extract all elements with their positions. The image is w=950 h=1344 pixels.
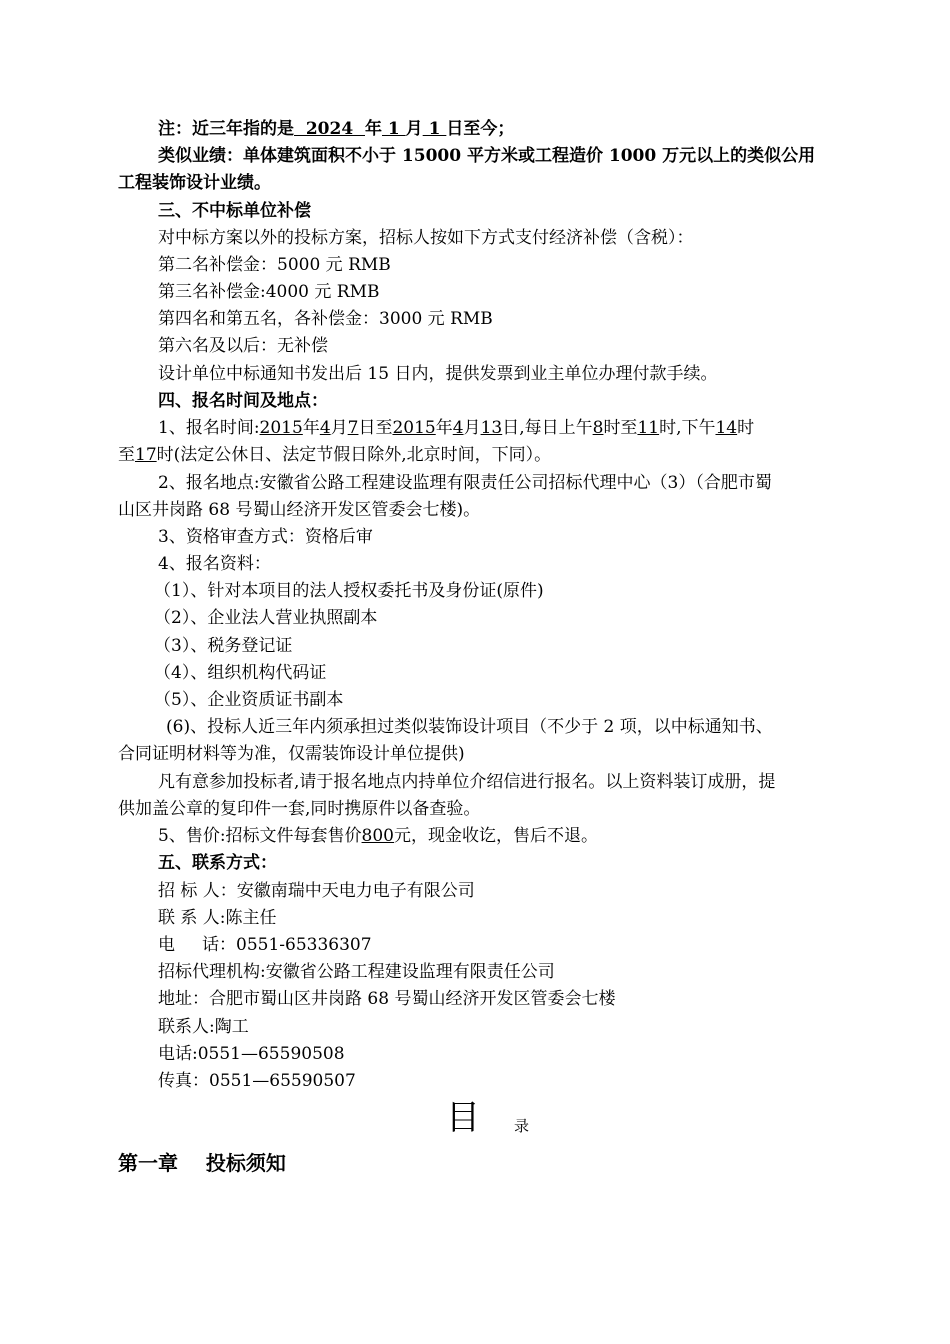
section5-heading: 五、联系方式： [158, 853, 277, 873]
invoice-note: 设计单位中标通知书发出后 15 日内，提供发票到业主单位办理付款手续。 [158, 364, 718, 384]
agency: 招标代理机构:安徽省公路工程建设监理有限责任公司 [158, 962, 555, 982]
note-month: 1 [382, 119, 406, 139]
time-text: 至 [118, 445, 135, 465]
time-day-start: 7 [347, 418, 359, 438]
agency-fax: 传真：0551—65590507 [158, 1071, 356, 1091]
note-month-unit: 月 [405, 119, 423, 139]
material-item: （2）、企业法人营业执照副本 [154, 608, 378, 628]
note-year: 2024 [294, 119, 365, 139]
compensation-second: 第二名补偿金：5000 元 RMB [158, 255, 391, 275]
material-item: （1）、针对本项目的法人授权委托书及身份证(原件) [154, 581, 544, 601]
price-prefix: 5、售价:招标文件每套售价 [158, 826, 362, 846]
time-text: 时 [737, 418, 755, 438]
time-text: 日,每日上午 [502, 418, 593, 438]
materials-title: 4、报名资料： [158, 554, 271, 574]
registration-place-line-2: 山区井岗路 68 号蜀山经济开发区管委会七楼)。 [118, 500, 481, 520]
contact-person: 联 系 人:陈主任 [158, 908, 277, 928]
tenderer: 招 标 人：安徽南瑞中天电力电子有限公司 [158, 881, 475, 901]
toc-title-big: 目 [446, 1098, 480, 1138]
compensation-third: 第三名补偿金:4000 元 RMB [158, 282, 380, 302]
note-prefix: 注：近三年指的是 [158, 119, 294, 139]
note-suffix: 日至今； [446, 119, 515, 139]
price-line [158, 823, 898, 850]
time-text: 月 [463, 418, 481, 438]
agency-contact: 联系人:陶工 [158, 1017, 249, 1037]
time-year-end: 2015 [392, 418, 436, 438]
registration-place-line-1: 2、报名地点:安徽省公路工程建设监理有限责任公司招标代理中心（3）（合肥市蜀 [158, 473, 772, 493]
section3-heading: 三、不中标单位补偿 [158, 201, 311, 221]
note-year-unit: 年 [365, 119, 382, 139]
price-suffix: 元，现金收讫，售后不退。 [394, 826, 598, 846]
time-text: 年 [302, 418, 320, 438]
notice-line-2: 供加盖公章的复印件一套,同时携原件以备查验。 [118, 799, 481, 819]
time-text: 月 [330, 418, 348, 438]
compensation-fourth-fifth: 第四名和第五名，各补偿金：3000 元 RMB [158, 309, 493, 329]
notice-line-1: 凡有意参加投标者,请于报名地点内持单位介绍信进行报名。以上资料装订成册，提 [158, 772, 776, 792]
agency-phone: 电话:0551—65590508 [158, 1044, 345, 1064]
compensation-sixth: 第六名及以后：无补偿 [158, 336, 328, 356]
qualification-review: 3、资格审查方式：资格后审 [158, 527, 373, 547]
note-day: 1 [422, 119, 447, 139]
material-item: （5）、企业资质证书副本 [154, 690, 344, 710]
time-text: 日至 [358, 418, 393, 438]
time-text: 时(法定公休日、法定节假日除外,北京时间，下同）。 [156, 445, 552, 465]
material-item: （4）、组织机构代码证 [154, 663, 327, 683]
note-line [158, 116, 898, 143]
material-item-6-line-1: (6)、投标人近三年内须承担过类似装饰设计项目（不少于 2 项，以中标通知书、 [166, 717, 773, 737]
chapter-1-heading: 第一章 投标须知 [118, 1151, 286, 1175]
time-month-start: 4 [319, 418, 331, 438]
time-hour-1: 8 [592, 418, 604, 438]
material-item: （3）、税务登记证 [154, 636, 293, 656]
similar-line-2: 工程装饰设计业绩。 [118, 173, 271, 193]
agency-address: 地址：合肥市蜀山区井岗路 68 号蜀山经济开发区管委会七楼 [158, 989, 616, 1009]
time-month-end: 4 [452, 418, 464, 438]
toc-title-small: 录 [514, 1117, 530, 1135]
price-value: 800 [361, 826, 394, 846]
time-text: 时,下午 [659, 418, 716, 438]
time-year-start: 2015 [259, 418, 303, 438]
section4-heading: 四、报名时间及地点： [158, 391, 328, 411]
registration-time-line-1 [158, 415, 898, 442]
material-item-6-line-2: 合同证明材料等为准，仅需装饰设计单位提供) [118, 744, 465, 764]
time-text: 年 [435, 418, 453, 438]
phone: 电 话：0551-65336307 [158, 935, 372, 955]
similar-line-1: 类似业绩：单体建筑面积不小于 15000 平方米或工程造价 1000 万元以上的类似公用 [158, 146, 816, 166]
time-text: 时至 [603, 418, 638, 438]
time-hour-2: 11 [637, 418, 660, 438]
time-day-end: 13 [480, 418, 503, 438]
time-hour-3: 14 [715, 418, 738, 438]
registration-time-line-2 [118, 442, 858, 469]
time-label: 1、报名时间: [158, 418, 260, 438]
section3-intro: 对中标方案以外的投标方案，招标人按如下方式支付经济补偿（含税）： [158, 228, 694, 248]
time-hour-4: 17 [135, 445, 157, 465]
